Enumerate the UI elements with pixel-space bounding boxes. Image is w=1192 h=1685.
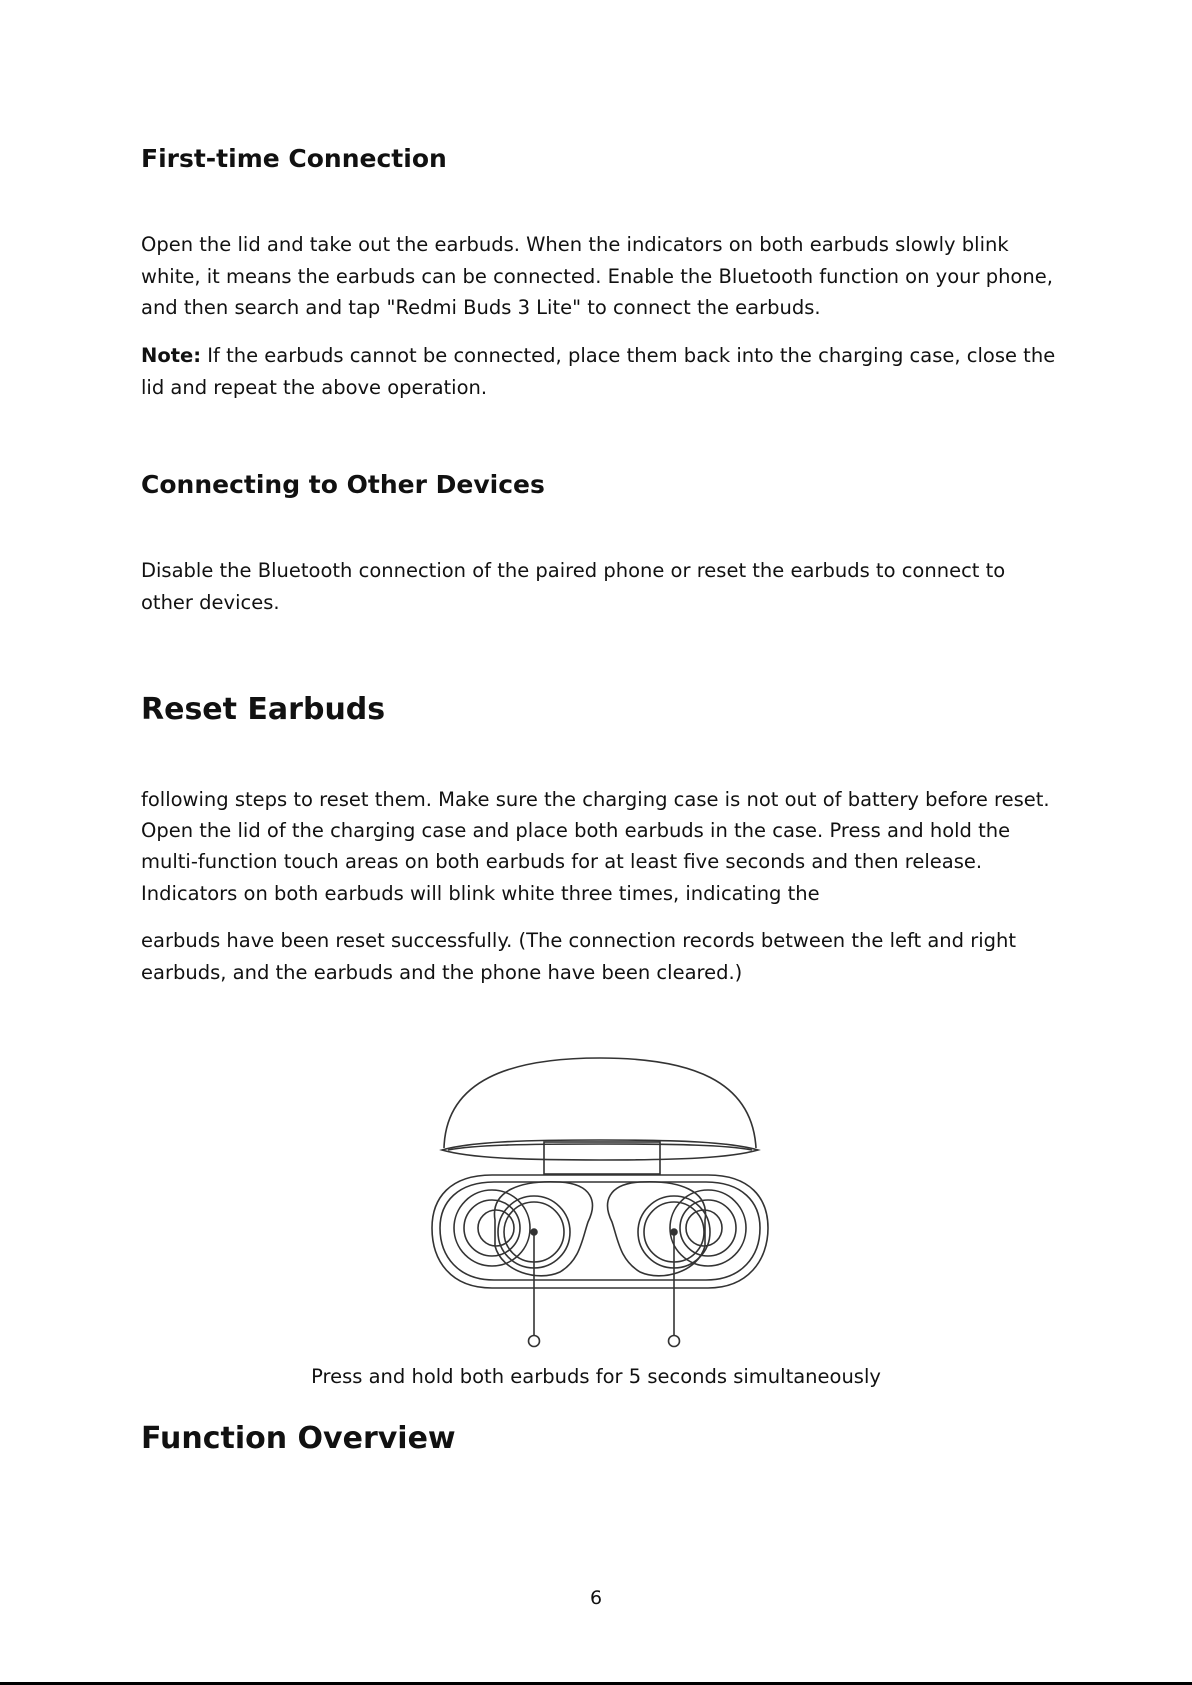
paragraph-line: Open the lid of the charging case and place both earbuds in the case. Press and hold the bbox=[141, 819, 1011, 842]
paragraph-line: other devices. bbox=[141, 591, 280, 614]
note-text: If the earbuds cannot be connected, place them back into the charging case, close the bbox=[201, 344, 1056, 367]
paragraph-line: earbuds, and the earbuds and the phone have been cleared.) bbox=[141, 961, 743, 984]
heading-function-overview: Function Overview bbox=[141, 1421, 456, 1456]
paragraph-line: white, it means the earbuds can be connected. Enable the Bluetooth function on your phone, bbox=[141, 265, 1053, 288]
note-line bbox=[141, 340, 1055, 372]
paragraph-line: multi-function touch areas on both earbuds for at least five seconds and then release. bbox=[141, 850, 983, 873]
case-lid bbox=[444, 1058, 756, 1148]
paragraph-line: earbuds have been reset successfully. (The connection records between the left and right bbox=[141, 929, 1017, 952]
note-label: Note: bbox=[141, 344, 202, 367]
paragraph-line: following steps to reset them. Make sure the charging case is not out of battery before reset. bbox=[141, 788, 1050, 811]
paragraph-line: and then search and tap "Redmi Buds 3 Lite" to connect the earbuds. bbox=[141, 296, 821, 319]
earbuds-case-illustration bbox=[430, 1050, 770, 1355]
paragraph-line: Indicators on both earbuds will blink white three times, indicating the bbox=[141, 882, 820, 905]
heading-connecting-other-devices: Connecting to Other Devices bbox=[141, 470, 545, 499]
note-line: lid and repeat the above operation. bbox=[141, 376, 488, 399]
paragraph-line: Open the lid and take out the earbuds. When the indicators on both earbuds slowly blink bbox=[141, 233, 1009, 256]
paragraph-line: Disable the Bluetooth connection of the paired phone or reset the earbuds to connect to bbox=[141, 559, 1006, 582]
case-hinge bbox=[544, 1142, 660, 1174]
figure-caption: Press and hold both earbuds for 5 seconds simultaneously bbox=[311, 1365, 881, 1388]
heading-reset-earbuds: Reset Earbuds bbox=[141, 692, 386, 727]
page-number: 6 bbox=[589, 1587, 603, 1609]
heading-first-time-connection: First-time Connection bbox=[141, 144, 447, 173]
